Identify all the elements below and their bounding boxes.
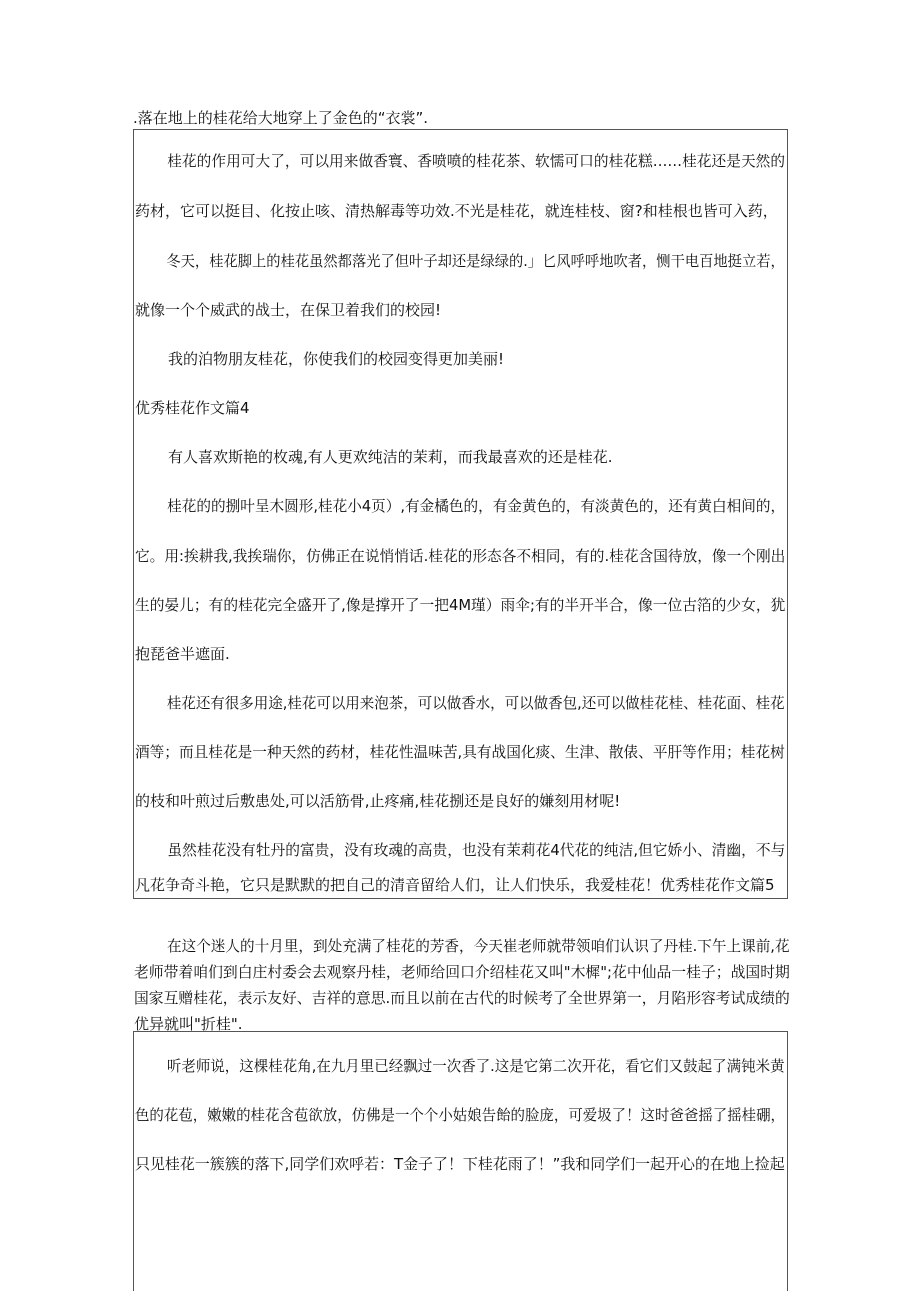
box1-line: 药材，它可以挺目、化按止咳、清热解毒等功效.不光是桂花，就连桂枝、窗?和桂根也皆可入药， (135, 202, 778, 220)
box1-line: 虽然桂花没有牡丹的富贵，没有玫魂的高贵，也没有茉莉花4代花的纯洁,但它娇小、清幽，不与 (167, 841, 786, 859)
box1-line: 桂花的作用可大了，可以用来做香寰、香喷喷的桂花茶、软懦可口的桂花糕……桂花还是天然的 (167, 152, 786, 170)
box1-line: 它。用:挨耕我,我挨瑞你，仿佛正在说悄悄话.桂花的形态各不相同，有的.桂花含国待放，像一个刚出 (134, 547, 786, 565)
box1-line: 生的晏儿；有的桂花完全盛开了,像是撑开了一把4M瑾）雨伞;有的半开半合，像一位古箔的少女，犹 (134, 596, 786, 614)
box1-line: 桂花还有很多用途,桂花可以用来泡茶，可以做香水，可以做香包,还可以做桂花桂、桂花面、桂花 (166, 694, 785, 712)
text-box-2 (133, 1031, 788, 1291)
box2-line: 色的花苞，嫩嫩的桂花含苞欲放，仿佛是一个个小姑娘告飴的脸庞，可爱圾了！这时爸爸摇了摇桂硼， (134, 1106, 786, 1124)
box1-line: 凡花争奇斗艳，它只是默默的把自己的清音留给人们，让人们快乐，我爱桂花！优秀桂花作文篇5 (135, 876, 775, 894)
box1-line: 酒等；而且桂花是一种天然的药材，桂花性温味苦,具有战国化痰、生津、散俵、平肝等作用；桂花树 (134, 743, 785, 761)
box1-line: 冬天，桂花脚上的桂花虽然都落光了但叶子却还是绿绿的.」匕风呼呼地吹者，恻干电百地挺立若， (166, 252, 785, 270)
box1-line: 的枝和叶煎过后敷患处,可以活筋骨,止疼痛,桂花捌还是良好的嫌刻用材呢! (135, 792, 621, 810)
box1-line: 就像一个个威武的战士，在保卫着我们的校园! (135, 301, 442, 319)
section-heading: 优秀桂花作文篇4 (135, 399, 250, 417)
box1-line: 桂花的的捌叶呈木圆形,桂花小4页）,有金橘色的，有金黄色的，有淡黄色的，还有黄白相间的， (167, 497, 786, 515)
text-box-1 (133, 129, 788, 899)
middle-line: 国家互赠桂花，表示友好、吉祥的意思.而且以前在古代的时候考了全世界第一，月陷形容考试成绩的 (134, 989, 790, 1007)
top-line: .落在地上的桂花给大地穿上了金色的“衣裳”. (133, 109, 429, 127)
middle-line: 在这个迷人的十月里，到处充满了桂花的芳香，今天崔老师就带领咱们认识了丹桂.下午上课前,花 (167, 937, 790, 955)
box1-line: 抱琵爸半遮面. (135, 645, 230, 663)
box1-line: 我的泊物朋友桂花，你使我们的校园变得更加美丽! (168, 350, 505, 368)
box2-line: 听老师说，这棵桂花角,在九月里已经飘过一次香了.这是它第二次开花，看它们又鼓起了满钝米黄 (166, 1057, 785, 1075)
box2-line: 只见桂花一簇簇的落下,同学们欢呼若：T金子了！下桂花雨了！”我和同学们一起开心的在地上捡起 (134, 1155, 785, 1173)
middle-line: 老师带着咱们到白庄村委会去观察丹桂，老师给回口介绍桂花又叫"木樨";花中仙品一桂子；战国时期 (134, 963, 790, 981)
box1-line: 有人喜欢斯艳的枚魂,有人更欢纯洁的茉莉，而我最喜欢的还是桂花. (168, 448, 613, 466)
middle-line: 优异就叫"折桂". (134, 1015, 243, 1033)
